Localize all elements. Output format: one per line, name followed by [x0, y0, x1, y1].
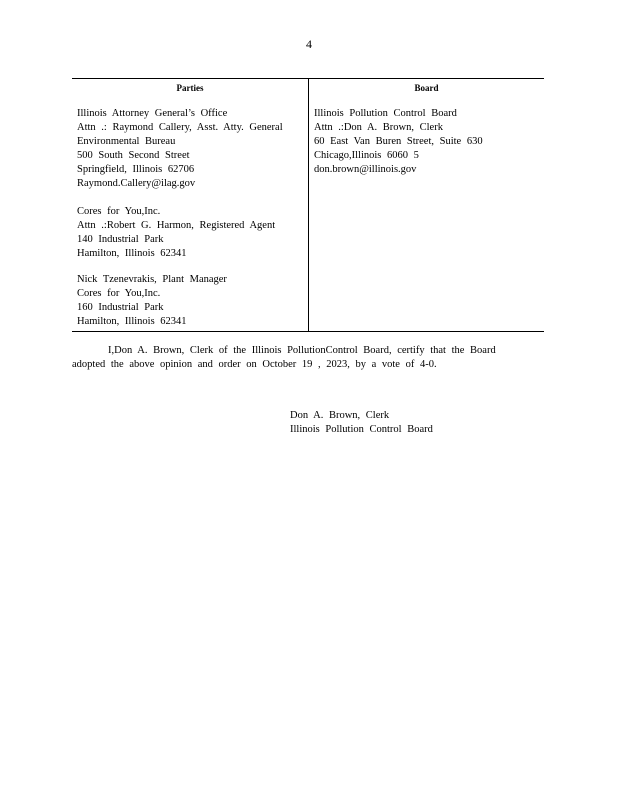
address-line: Environmental Bureau [77, 136, 176, 147]
address-line: Chicago,Illinois 6060 5 [314, 150, 419, 161]
service-list-table [72, 78, 544, 332]
board-column [309, 79, 544, 331]
certification-line: adopted the above opinion and order on October 19 , 2023, by a vote of 4-0. [72, 359, 437, 370]
address-line: 160 Industrial Park [77, 302, 164, 313]
certification-line: I,Don A. Brown, Clerk of the Illinois PollutionControl Board, certify that the Board [108, 345, 496, 356]
parties-header: Parties [176, 83, 204, 93]
address-line: Hamilton, Illinois 62341 [77, 316, 187, 327]
address-line: Illinois Attorney General’s Office [77, 108, 228, 119]
address-line: 500 South Second Street [77, 150, 190, 161]
address-line: Hamilton, Illinois 62341 [77, 248, 187, 259]
address-line: Attn .:Robert G. Harmon, Registered Agent [77, 220, 276, 231]
address-line: Attn .:Don A. Brown, Clerk [314, 122, 443, 133]
address-line: Illinois Pollution Control Board [314, 108, 457, 119]
address-line: Cores for You,Inc. [77, 206, 161, 217]
party-registered-agent [77, 205, 275, 261]
signer-organization: Illinois Pollution Control Board [290, 424, 433, 435]
party-attorney-general [77, 107, 283, 191]
signature-block [290, 409, 433, 437]
email-address: Raymond.Callery@ilag.gov [77, 178, 196, 189]
signer-name: Don A. Brown, Clerk [290, 410, 390, 421]
page-number: 4 [306, 37, 312, 51]
certification-paragraph [72, 344, 512, 372]
address-line: Springfield, Illinois 62706 [77, 164, 195, 175]
party-plant-manager [77, 273, 227, 329]
board-header: Board [414, 83, 439, 93]
address-line: Nick Tzenevrakis, Plant Manager [77, 274, 227, 285]
email-address: don.brown@illinois.gov [314, 164, 417, 175]
address-line: 60 East Van Buren Street, Suite 630 [314, 136, 483, 147]
board-address [314, 107, 483, 177]
address-line: Attn .: Raymond Callery, Asst. Atty. General [77, 122, 283, 133]
address-line: 140 Industrial Park [77, 234, 164, 245]
parties-column [72, 79, 308, 331]
address-line: Cores for You,Inc. [77, 288, 161, 299]
